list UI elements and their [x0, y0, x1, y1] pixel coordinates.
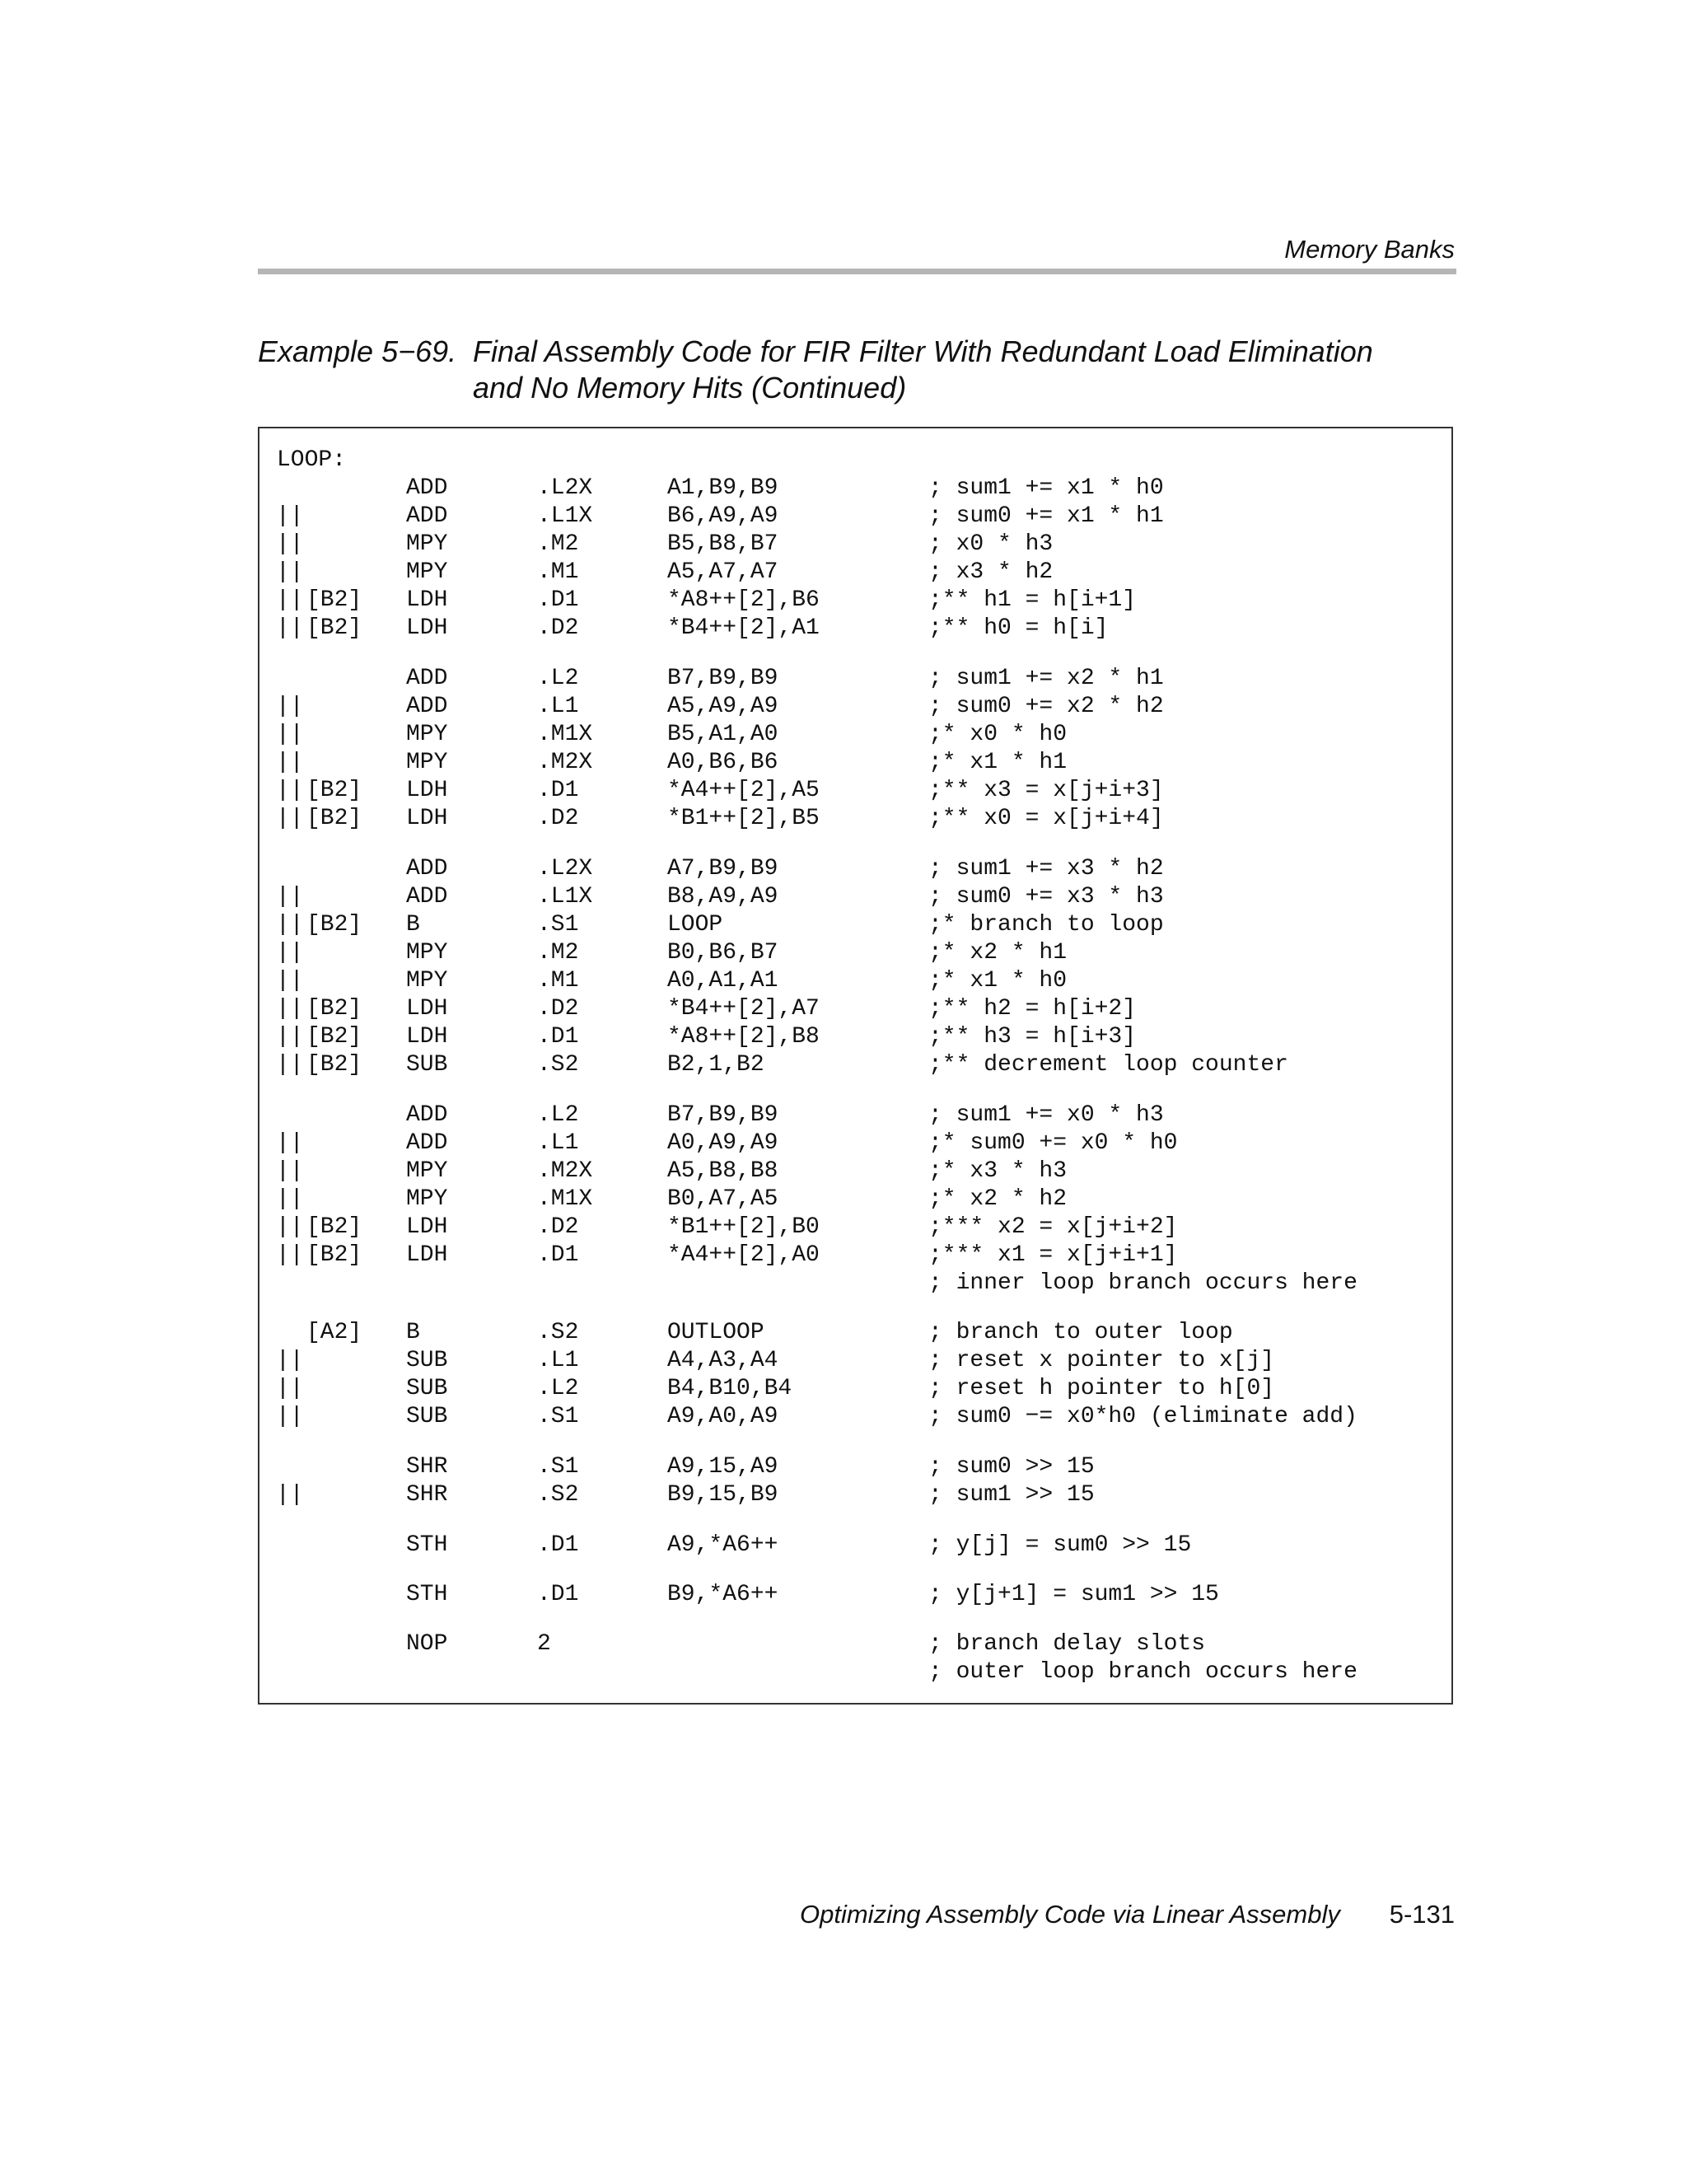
opcode: SUB [406, 1376, 448, 1401]
code-comment: ; x0 * h3 [928, 531, 1054, 557]
code-line [259, 967, 1451, 995]
functional-unit: .D2 [537, 615, 579, 641]
example-number: Example 5−69. [258, 334, 457, 368]
opcode: MPY [406, 968, 448, 994]
operands: B5,B8,B7 [667, 531, 778, 557]
code-comment: ; sum0 += x1 * h1 [928, 503, 1164, 529]
parallel-bars: || [276, 694, 304, 719]
opcode: STH [406, 1582, 448, 1607]
operands: B0,A7,A5 [667, 1186, 778, 1212]
operands: B7,B9,B9 [667, 1102, 778, 1128]
opcode: LDH [406, 1242, 448, 1268]
opcode: ADD [406, 1130, 448, 1156]
operands: A5,A7,A7 [667, 559, 778, 585]
code-comment: ;** decrement loop counter [928, 1052, 1288, 1078]
code-comment: ; branch to outer loop [928, 1320, 1233, 1345]
code-comment: ;** h1 = h[i+1] [928, 587, 1137, 613]
functional-unit: .L1 [537, 1348, 579, 1373]
code-line [259, 777, 1451, 805]
code-comment: ;*** x1 = x[j+i+1] [928, 1242, 1178, 1268]
code-line [259, 559, 1451, 587]
opcode: LDH [406, 996, 448, 1022]
parallel-bars: || [276, 1404, 304, 1429]
functional-unit: .D1 [537, 1242, 579, 1268]
functional-unit: .L2 [537, 1376, 579, 1401]
opcode: ADD [406, 856, 448, 882]
functional-unit: .L1X [537, 884, 593, 910]
condition-register: [B2] [306, 1024, 362, 1050]
parallel-bars: || [276, 615, 304, 641]
operands: A7,B9,B9 [667, 856, 778, 882]
opcode: B [406, 912, 420, 938]
code-line [259, 1581, 1451, 1609]
code-line [259, 1375, 1451, 1403]
code-comment: ; outer loop branch occurs here [928, 1659, 1358, 1685]
parallel-bars: || [276, 1158, 304, 1184]
code-comment: ;*** x2 = x[j+i+2] [928, 1214, 1178, 1240]
operands: *B4++[2],A1 [667, 615, 820, 641]
condition-register: [B2] [306, 1052, 362, 1078]
functional-unit: .L1 [537, 694, 579, 719]
operands: A0,B6,B6 [667, 750, 778, 775]
parallel-bars: || [276, 587, 304, 613]
parallel-bars: || [276, 1024, 304, 1050]
footer-chapter-title: Optimizing Assembly Code via Linear Assembly [800, 1900, 1340, 1929]
condition-register: [B2] [306, 587, 362, 613]
code-line [259, 1051, 1451, 1079]
code-line [259, 531, 1451, 559]
condition-register: [B2] [306, 778, 362, 803]
code-comment: ;* sum0 += x0 * h0 [928, 1130, 1178, 1156]
opcode: ADD [406, 1102, 448, 1128]
operands: B5,A1,A0 [667, 722, 778, 747]
opcode: LDH [406, 1214, 448, 1240]
functional-unit: .M2 [537, 531, 579, 557]
condition-register: [B2] [306, 615, 362, 641]
operands: A9,15,A9 [667, 1454, 778, 1480]
condition-register: [B2] [306, 1242, 362, 1268]
code-line [259, 1242, 1451, 1270]
operands: LOOP [667, 912, 723, 938]
operands: B6,A9,A9 [667, 503, 778, 529]
code-comment: ;* x1 * h1 [928, 750, 1068, 775]
opcode: LDH [406, 806, 448, 831]
functional-unit: .D1 [537, 1582, 579, 1607]
running-header: Memory Banks [1284, 235, 1455, 264]
parallel-bars: || [276, 778, 304, 803]
code-line [259, 587, 1451, 615]
code-comment: ; sum0 >> 15 [928, 1454, 1095, 1480]
code-comment: ; sum1 += x2 * h1 [928, 666, 1164, 691]
opcode: LDH [406, 1024, 448, 1050]
functional-unit: .D2 [537, 806, 579, 831]
functional-unit: .M1 [537, 559, 579, 585]
code-line [259, 1347, 1451, 1375]
opcode: LDH [406, 587, 448, 613]
parallel-bars: || [276, 1186, 304, 1212]
operands: B8,A9,A9 [667, 884, 778, 910]
code-comment: ; reset h pointer to h[0] [928, 1376, 1275, 1401]
condition-register: [B2] [306, 1214, 362, 1240]
code-comment: ; reset x pointer to x[j] [928, 1348, 1275, 1373]
header-rule [258, 269, 1456, 274]
condition-register: [B2] [306, 912, 362, 938]
functional-unit: .D1 [537, 587, 579, 613]
operands: A9,*A6++ [667, 1532, 778, 1558]
operands: *B1++[2],B5 [667, 806, 820, 831]
operands: A5,A9,A9 [667, 694, 778, 719]
loop-label: LOOP: [277, 447, 347, 473]
code-line [259, 1186, 1451, 1214]
code-comment: ; sum1 += x0 * h3 [928, 1102, 1164, 1128]
code-comment: ; y[j] = sum0 >> 15 [928, 1532, 1192, 1558]
operands: B4,B10,B4 [667, 1376, 792, 1401]
opcode: ADD [406, 666, 448, 691]
code-comment: ; branch delay slots [928, 1631, 1206, 1657]
opcode: ADD [406, 503, 448, 529]
functional-unit: .L2 [537, 666, 579, 691]
parallel-bars: || [276, 1130, 304, 1156]
functional-unit: .M1 [537, 968, 579, 994]
opcode: ADD [406, 475, 448, 501]
example-title-line-2: and No Memory Hits (Continued) [473, 371, 907, 405]
code-line [259, 693, 1451, 721]
functional-unit: .D2 [537, 996, 579, 1022]
functional-unit: .L1 [537, 1130, 579, 1156]
operands: B9,15,B9 [667, 1482, 778, 1508]
operands: A4,A3,A4 [667, 1348, 778, 1373]
functional-unit: .D1 [537, 778, 579, 803]
code-line [259, 1101, 1451, 1129]
opcode: MPY [406, 940, 448, 966]
functional-unit: .M2 [537, 940, 579, 966]
functional-unit: .D1 [537, 1532, 579, 1558]
functional-unit: .S2 [537, 1320, 579, 1345]
functional-unit: .L2X [537, 475, 593, 501]
opcode: SUB [406, 1052, 448, 1078]
opcode: MPY [406, 1186, 448, 1212]
code-line [259, 883, 1451, 911]
code-line [259, 1319, 1451, 1347]
parallel-bars: || [276, 912, 304, 938]
operands: *A8++[2],B8 [667, 1024, 820, 1050]
functional-unit: .D1 [537, 1024, 579, 1050]
operands: *A4++[2],A0 [667, 1242, 820, 1268]
condition-register: [A2] [306, 1320, 362, 1345]
operands: A0,A9,A9 [667, 1130, 778, 1156]
functional-unit: .M2X [537, 1158, 593, 1184]
functional-unit: .S1 [537, 1454, 579, 1480]
code-line [259, 475, 1451, 503]
parallel-bars: || [276, 1214, 304, 1240]
parallel-bars: || [276, 750, 304, 775]
code-line [259, 855, 1451, 883]
functional-unit: .L2X [537, 856, 593, 882]
opcode: SUB [406, 1404, 448, 1429]
parallel-bars: || [276, 884, 304, 910]
code-comment: ;** h2 = h[i+2] [928, 996, 1137, 1022]
opcode: SHR [406, 1454, 448, 1480]
parallel-bars: || [276, 1348, 304, 1373]
parallel-bars: || [276, 996, 304, 1022]
code-line [259, 805, 1451, 833]
code-line [259, 1481, 1451, 1509]
functional-unit: .L1X [537, 503, 593, 529]
opcode: MPY [406, 559, 448, 585]
opcode: LDH [406, 615, 448, 641]
code-line [259, 721, 1451, 749]
opcode: ADD [406, 694, 448, 719]
code-comment: ;* x1 * h0 [928, 968, 1068, 994]
opcode: MPY [406, 722, 448, 747]
opcode: LDH [406, 778, 448, 803]
code-line [259, 1270, 1451, 1298]
parallel-bars: || [276, 1242, 304, 1268]
code-comment: ; x3 * h2 [928, 559, 1054, 585]
operands: B7,B9,B9 [667, 666, 778, 691]
parallel-bars: || [276, 531, 304, 557]
functional-unit: .D2 [537, 1214, 579, 1240]
code-comment: ;** h3 = h[i+3] [928, 1024, 1137, 1050]
code-comment: ; sum0 −= x0*h0 (eliminate add) [928, 1404, 1358, 1429]
opcode: B [406, 1320, 420, 1345]
opcode: NOP [406, 1631, 448, 1657]
functional-unit: .M2X [537, 750, 593, 775]
operands: *B1++[2],B0 [667, 1214, 820, 1240]
opcode: MPY [406, 750, 448, 775]
parallel-bars: || [276, 1376, 304, 1401]
parallel-bars: || [276, 968, 304, 994]
code-comment: ; sum0 += x3 * h3 [928, 884, 1164, 910]
code-line [259, 503, 1451, 531]
functional-unit: .S1 [537, 912, 579, 938]
code-line [259, 1453, 1451, 1481]
code-line [259, 1630, 1451, 1658]
operands: OUTLOOP [667, 1320, 764, 1345]
code-line [259, 939, 1451, 967]
code-line [259, 615, 1451, 643]
operands: *B4++[2],A7 [667, 996, 820, 1022]
parallel-bars: || [276, 1482, 304, 1508]
operands: B0,B6,B7 [667, 940, 778, 966]
parallel-bars: || [276, 559, 304, 585]
code-comment: ;* x2 * h1 [928, 940, 1068, 966]
code-comment: ;** x0 = x[j+i+4] [928, 806, 1164, 831]
opcode: STH [406, 1532, 448, 1558]
code-line [259, 1403, 1451, 1431]
code-comment: ; y[j+1] = sum1 >> 15 [928, 1582, 1219, 1607]
functional-unit: .L2 [537, 1102, 579, 1128]
code-comment: ; sum1 += x1 * h0 [928, 475, 1164, 501]
code-line [259, 749, 1451, 777]
code-line [259, 1532, 1451, 1560]
functional-unit: 2 [537, 1631, 551, 1657]
example-title-line-1: Final Assembly Code for FIR Filter With Redundant Load Elimination [473, 334, 1373, 368]
functional-unit: .S2 [537, 1052, 579, 1078]
functional-unit: .M1X [537, 722, 593, 747]
code-comment: ;* x2 * h2 [928, 1186, 1068, 1212]
parallel-bars: || [276, 503, 304, 529]
code-line [259, 1129, 1451, 1157]
operands: A1,B9,B9 [667, 475, 778, 501]
code-comment: ; sum1 >> 15 [928, 1482, 1095, 1508]
code-line [259, 1157, 1451, 1186]
parallel-bars: || [276, 722, 304, 747]
opcode: MPY [406, 531, 448, 557]
operands: A5,B8,B8 [667, 1158, 778, 1184]
opcode: SHR [406, 1482, 448, 1508]
page-number: 5-131 [1389, 1900, 1455, 1929]
code-line [259, 665, 1451, 693]
code-comment: ; inner loop branch occurs here [928, 1270, 1358, 1296]
condition-register: [B2] [306, 806, 362, 831]
code-comment: ; sum1 += x3 * h2 [928, 856, 1164, 882]
operands: A9,A0,A9 [667, 1404, 778, 1429]
functional-unit: .M1X [537, 1186, 593, 1212]
functional-unit: .S2 [537, 1482, 579, 1508]
code-comment: ; sum0 += x2 * h2 [928, 694, 1164, 719]
operands: *A8++[2],B6 [667, 587, 820, 613]
code-comment: ;** x3 = x[j+i+3] [928, 778, 1164, 803]
parallel-bars: || [276, 1052, 304, 1078]
functional-unit: .S1 [537, 1404, 579, 1429]
code-comment: ;* x3 * h3 [928, 1158, 1068, 1184]
code-line [259, 995, 1451, 1023]
opcode: ADD [406, 884, 448, 910]
operands: A0,A1,A1 [667, 968, 778, 994]
code-comment: ;** h0 = h[i] [928, 615, 1109, 641]
code-line [259, 911, 1451, 939]
code-line [259, 1214, 1451, 1242]
opcode: MPY [406, 1158, 448, 1184]
operands: B2,1,B2 [667, 1052, 764, 1078]
parallel-bars: || [276, 940, 304, 966]
code-line [259, 1658, 1451, 1686]
operands: *A4++[2],A5 [667, 778, 820, 803]
code-line [259, 1023, 1451, 1051]
condition-register: [B2] [306, 996, 362, 1022]
code-comment: ;* branch to loop [928, 912, 1164, 938]
code-comment: ;* x0 * h0 [928, 722, 1068, 747]
parallel-bars: || [276, 806, 304, 831]
code-listing-box [258, 427, 1453, 1705]
opcode: SUB [406, 1348, 448, 1373]
operands: B9,*A6++ [667, 1582, 778, 1607]
